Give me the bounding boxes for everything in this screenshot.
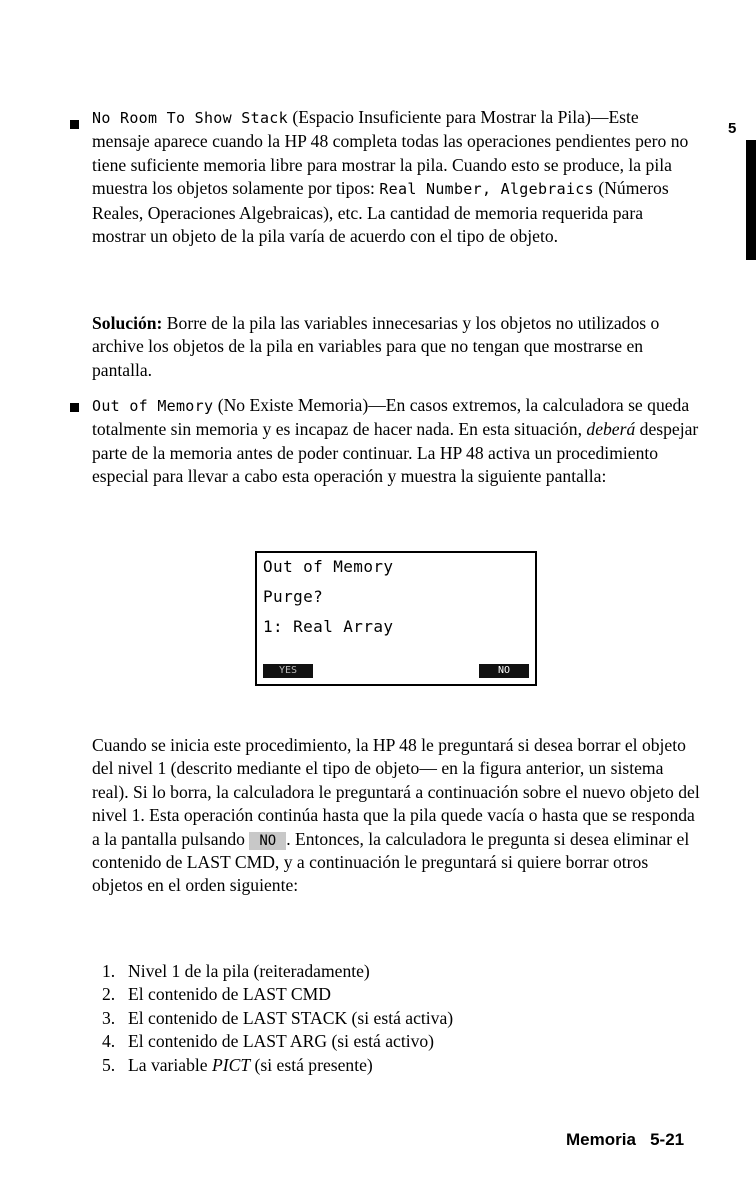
chapter-tab-marker bbox=[746, 140, 756, 260]
emphasis: deberá bbox=[586, 419, 636, 440]
bullet-text-continued: despejar parte de la memoria antes de poder continuar. La HP 48 activa un procedimiento especial para llevar a cabo esta operación y muestra la siguiente pantalla: bbox=[92, 419, 699, 487]
softkey-no: NO bbox=[479, 664, 529, 678]
list-item: 1. Nivel 1 de la pila (reiteradamente) bbox=[102, 961, 370, 981]
softkey-yes: YES bbox=[263, 664, 313, 678]
purge-order-list bbox=[92, 960, 453, 1077]
message-term: Out of Memory bbox=[92, 397, 214, 415]
page-footer bbox=[566, 1130, 684, 1150]
bullet-marker bbox=[70, 403, 79, 412]
page-number: 5-21 bbox=[650, 1130, 685, 1149]
procedure-paragraph bbox=[92, 734, 700, 898]
bullet-marker bbox=[70, 120, 79, 129]
list-item: 2. El contenido de LAST CMD bbox=[102, 984, 331, 1005]
chapter-tab-number: 5 bbox=[728, 120, 737, 137]
solution-paragraph bbox=[92, 312, 700, 382]
list-item: 3. El contenido de LAST STACK (si está activa) bbox=[102, 1007, 454, 1028]
solution-text: Borre de la pila las variables innecesarias y los objetos no utilizados o archive los objetos de la pila en variables para que no tengan que mostrarse en pantalla. bbox=[92, 313, 660, 380]
bullet-text: (Espacio Insuficiente para Mostrar la Pila)—Este mensaje aparece cuando la HP 48 completa todas las operaciones pendientes pero no tiene suficiente memoria libre para mostrar la pila. Cuando esto se produce, la pila muestra los objetos solamente por tipos: bbox=[92, 107, 689, 199]
object-types: Real Number, Algebraics bbox=[379, 180, 594, 199]
paragraph-text-continued: . Entonces, la calculadora le pregunta si desea eliminar el contenido de LAST CMD, y a continuación le preguntará si quiere borrar otros objetos en el orden siguiente: bbox=[92, 828, 690, 896]
bullet-text: (No Existe Memoria)—En casos extremos, la calculadora se queda totalmente sin memoria y es incapaz de hacer nada. En esta situación, bbox=[92, 395, 690, 440]
screen-line-3: 1: Real Array bbox=[263, 617, 394, 636]
list-item: 4. El contenido de LAST ARG (si está activo) bbox=[102, 1031, 435, 1052]
bullet-no-room-to-show-stack bbox=[92, 106, 700, 248]
bullet-text-continued: (Números Reales, Operaciones Algebraicas), etc. La cantidad de memoria requerida para mostrar un objeto de la pila varía de acuerdo con el tipo de objeto. bbox=[92, 178, 669, 247]
no-key-label: NO bbox=[249, 832, 286, 850]
footer-section: Memoria bbox=[566, 1130, 636, 1149]
message-term: No Room To Show Stack bbox=[92, 109, 288, 127]
solution-label: Solución: bbox=[92, 313, 163, 333]
bullet-out-of-memory bbox=[92, 394, 700, 489]
screen-line-1: Out of Memory bbox=[263, 557, 394, 576]
list-item: 5. La variable PICT (si está presente) bbox=[102, 1054, 373, 1075]
calculator-screen bbox=[255, 551, 537, 686]
paragraph-text: Cuando se inicia este procedimiento, la HP 48 le preguntará si desea borrar el objeto del nivel 1 (descrito mediante el tipo de objeto— en la figura anterior, un sistema real). Si lo borra, la calculadora le preguntará a continuación sobre el nuevo objeto del nivel 1. Esta operación continúa hasta que la pila quede vacía o hasta que se responda a la pantalla pulsando bbox=[92, 735, 700, 849]
screen-line-2: Purge? bbox=[263, 587, 324, 606]
